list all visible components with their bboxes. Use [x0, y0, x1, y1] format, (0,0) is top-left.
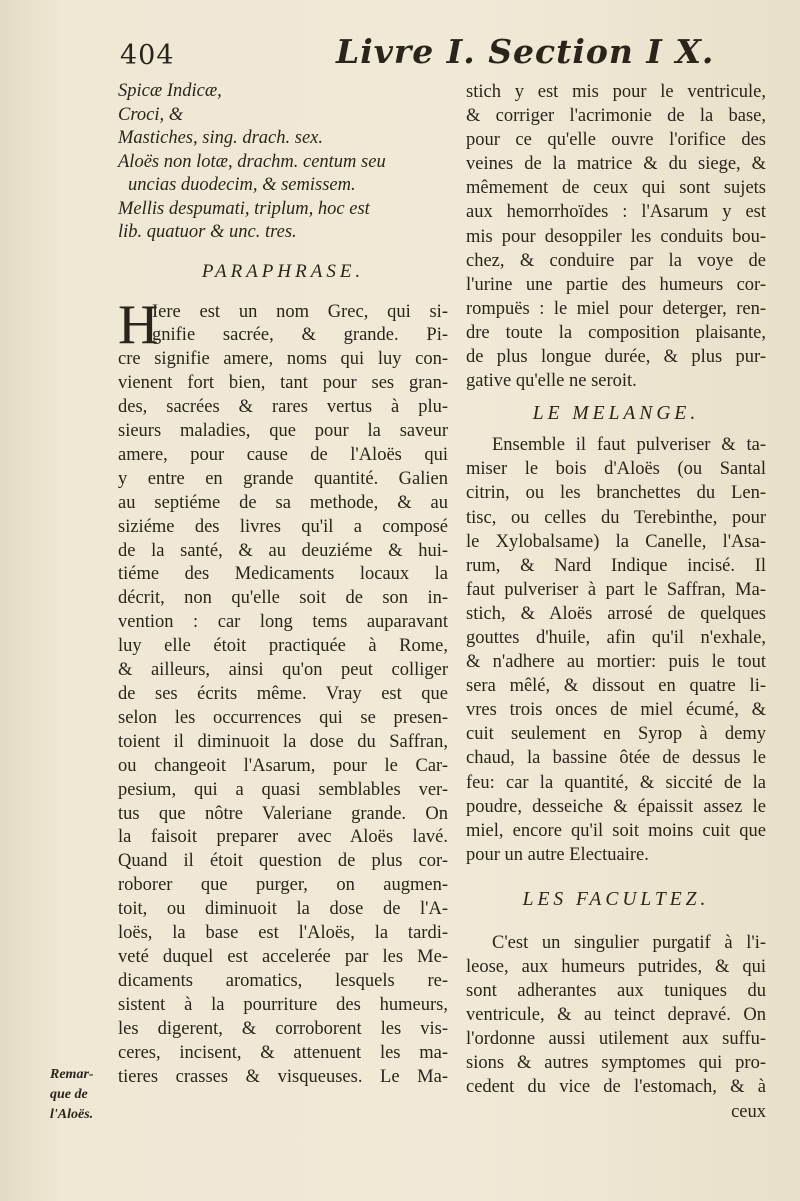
text-line: toit, ou diminuoit la dose de l'A- [118, 899, 448, 920]
recipe-line: Croci, & [118, 104, 184, 125]
text-line: & corriger l'acrimonie de la base, [466, 106, 766, 127]
text-line: cre signifie amere, noms qui luy con- [118, 349, 448, 370]
text-line: cedent du vice de l'estomach, & à [466, 1077, 766, 1098]
recipe-list [118, 80, 448, 245]
margin-note-line: l'Aloës. [50, 1107, 94, 1122]
text-line: chaud, la bassine ôtée de dessus le [466, 748, 766, 769]
catchword: ceux [731, 1101, 766, 1122]
recipe-line: Spicæ Indicæ, [118, 81, 222, 101]
text-line: gnifie sacrée, & grande. Pi- [152, 325, 448, 346]
text-line: chez, & conduire par la voye de [466, 250, 766, 271]
margin-note [50, 1065, 110, 1125]
facultez-text [466, 931, 766, 1124]
recipe-line: Aloës non lotæ, drachm. centum seu [118, 151, 386, 172]
text-line: vienent fort bien, tant pour ses gran- [118, 373, 448, 394]
text-line: citrin, ou les branchettes du Len- [466, 483, 766, 504]
text-line: pour ce qu'elle ouvre l'orifice des [466, 130, 766, 151]
text-line: sieurs maladies, que pour la saveur [118, 421, 448, 442]
text-line: gouttes d'huile, afin qu'il n'exhale, [466, 627, 766, 648]
text-line: loës, la base est l'Aloës, la tardi- [118, 923, 448, 944]
text-line: des, sacrées & rares vertus à plu- [118, 397, 448, 418]
text-line: sont adherantes aux tuniques du [466, 981, 766, 1002]
text-line: & n'adhere au mortier: puis le tout [466, 652, 766, 673]
paraphrase-heading: PARAPHRASE. [201, 260, 365, 282]
text-line: stich, & Aloës arrosé de quelques [466, 603, 766, 624]
text-line: le Xylobalsame) la Canelle, l'Asa- [466, 531, 766, 552]
margin-note-line: Remar- [50, 1067, 94, 1082]
text-line: vres trois onces de miel écumé, & [466, 700, 766, 721]
margin-note-line: que de [50, 1087, 88, 1102]
running-head: Livre I. Section I X. [336, 32, 715, 71]
text-line: luy elle étoit practiquée à Rome, [118, 636, 448, 657]
recipe-line: Mellis despumati, triplum, hoc est [118, 198, 370, 219]
text-line: mêmement de ceux qui sont sujets [466, 178, 766, 199]
text-line: de plus longue durée, & plus pur- [466, 347, 766, 368]
text-line: rum, & Nard Indique incisé. Il [466, 555, 766, 576]
text-line: dre toute la composition plaisante, [466, 322, 766, 343]
paraphrase-continuation [466, 80, 766, 393]
melange-text [466, 433, 766, 867]
text-line: vention : car long tems auparavant [118, 612, 448, 633]
page-header [120, 32, 760, 72]
right-column [466, 80, 766, 1124]
text-line: l'ordonne aussi utilement aux suffu- [466, 1029, 766, 1050]
text-line: ventricule, & au teinct depravé. On [466, 1005, 766, 1026]
text-line: ou changeoit l'Asarum, pour le Car- [118, 755, 448, 776]
text-line: cuit seulement en Syrop à demy [466, 724, 766, 745]
page-number: 404 [120, 40, 175, 71]
text-line: tus que nôtre Valeriane grande. On [118, 803, 448, 824]
text-line: rompuës : le miel pour deterger, ren- [466, 298, 766, 319]
text-line: gative qu'elle ne seroit. [466, 371, 637, 392]
text-line: Quand il étoit question de plus cor- [118, 851, 448, 872]
recipe-line: lib. quatuor & unc. tres. [118, 222, 297, 242]
text-line: feu: car la quantité, & siccité de la [466, 772, 766, 793]
text-line: toient il diminuoit la dose du Saffran, [118, 731, 448, 752]
text-line: pour un autre Electuaire. [466, 844, 649, 865]
text-line: selon les occurrences qui se presen- [118, 707, 448, 728]
paraphrase-text [118, 293, 448, 1090]
text-line: sistent à la pourriture des humeurs, [118, 994, 448, 1015]
text-line: roborer que purger, on augmen- [118, 875, 448, 896]
text-line: décrit, non qu'elle soit de son in- [118, 588, 448, 609]
text-line: sera mêlé, & dissout en quatre li- [466, 676, 766, 697]
text-line: amere, pour cause de l'Aloës qui [118, 444, 448, 465]
text-line: de la santé, & au deuziéme & hui- [118, 540, 448, 561]
recipe-line: Mastiches, sing. drach. sex. [118, 128, 324, 148]
text-line: stich y est mis pour le ventricule, [466, 82, 766, 102]
recipe-line: uncias duodecim, & semissem. [128, 175, 356, 195]
facultez-heading: LES FACULTEZ. [522, 888, 710, 910]
text-line: aux hemorrhoïdes : l'Asarum y est [466, 202, 766, 223]
text-line: Iere est un nom Grec, qui si- [152, 301, 448, 322]
text-line: mis pour desoppiler les conduits bou- [466, 226, 766, 247]
text-line: tieres crasses & visqueuses. Le Ma- [118, 1066, 448, 1087]
text-line: la faisoit preparer avec Aloës lavé. [118, 827, 448, 848]
text-line: de ses écrits même. Vray est que [118, 684, 448, 704]
text-line: pesium, qui a quasi semblables ver- [118, 779, 448, 800]
text-line: leose, aux humeurs putrides, & qui [466, 957, 766, 977]
text-line: veté duquel est accelerée par les Me- [118, 946, 448, 967]
text-line: au septiéme de sa methode, & au [118, 492, 448, 513]
text-line: y entre en grande quantité. Galien [118, 468, 448, 489]
melange-heading: LE MELANGE. [532, 403, 700, 425]
text-line: l'urine une partie des humeurs cor- [466, 274, 766, 295]
text-line: & ailleurs, ainsi qu'on peut colliger [118, 660, 448, 681]
left-column [118, 80, 448, 1089]
text-line: sions & autres symptomes qui pro- [466, 1053, 766, 1074]
text-line: veines de la matrice & du siege, & [466, 154, 766, 175]
text-line: faut pulveriser à part le Saffran, Ma- [466, 579, 766, 600]
text-line: les digerent, & corroborent les vis- [118, 1018, 448, 1039]
text-line: siziéme des livres qu'il a composé [118, 516, 448, 537]
text-line: Ensemble il faut pulveriser & ta- [492, 435, 766, 456]
text-line: miser le bois d'Aloës (ou Santal [466, 459, 766, 480]
text-line: tisc, ou celles du Terebinthe, pour [466, 507, 766, 528]
text-line: dicaments aromatics, lesquels re- [118, 970, 448, 991]
drop-cap: H [118, 293, 159, 356]
text-line: C'est un singulier purgatif à l'i- [492, 932, 766, 953]
text-line: miel, encore qu'il soit moins cuit que [466, 820, 766, 841]
text-line: poudre, desseiche & épaissit assez le [466, 796, 766, 817]
text-line: tiéme des Medicaments locaux la [118, 564, 448, 585]
text-line: ceres, incisent, & attenuent les ma- [118, 1042, 448, 1063]
